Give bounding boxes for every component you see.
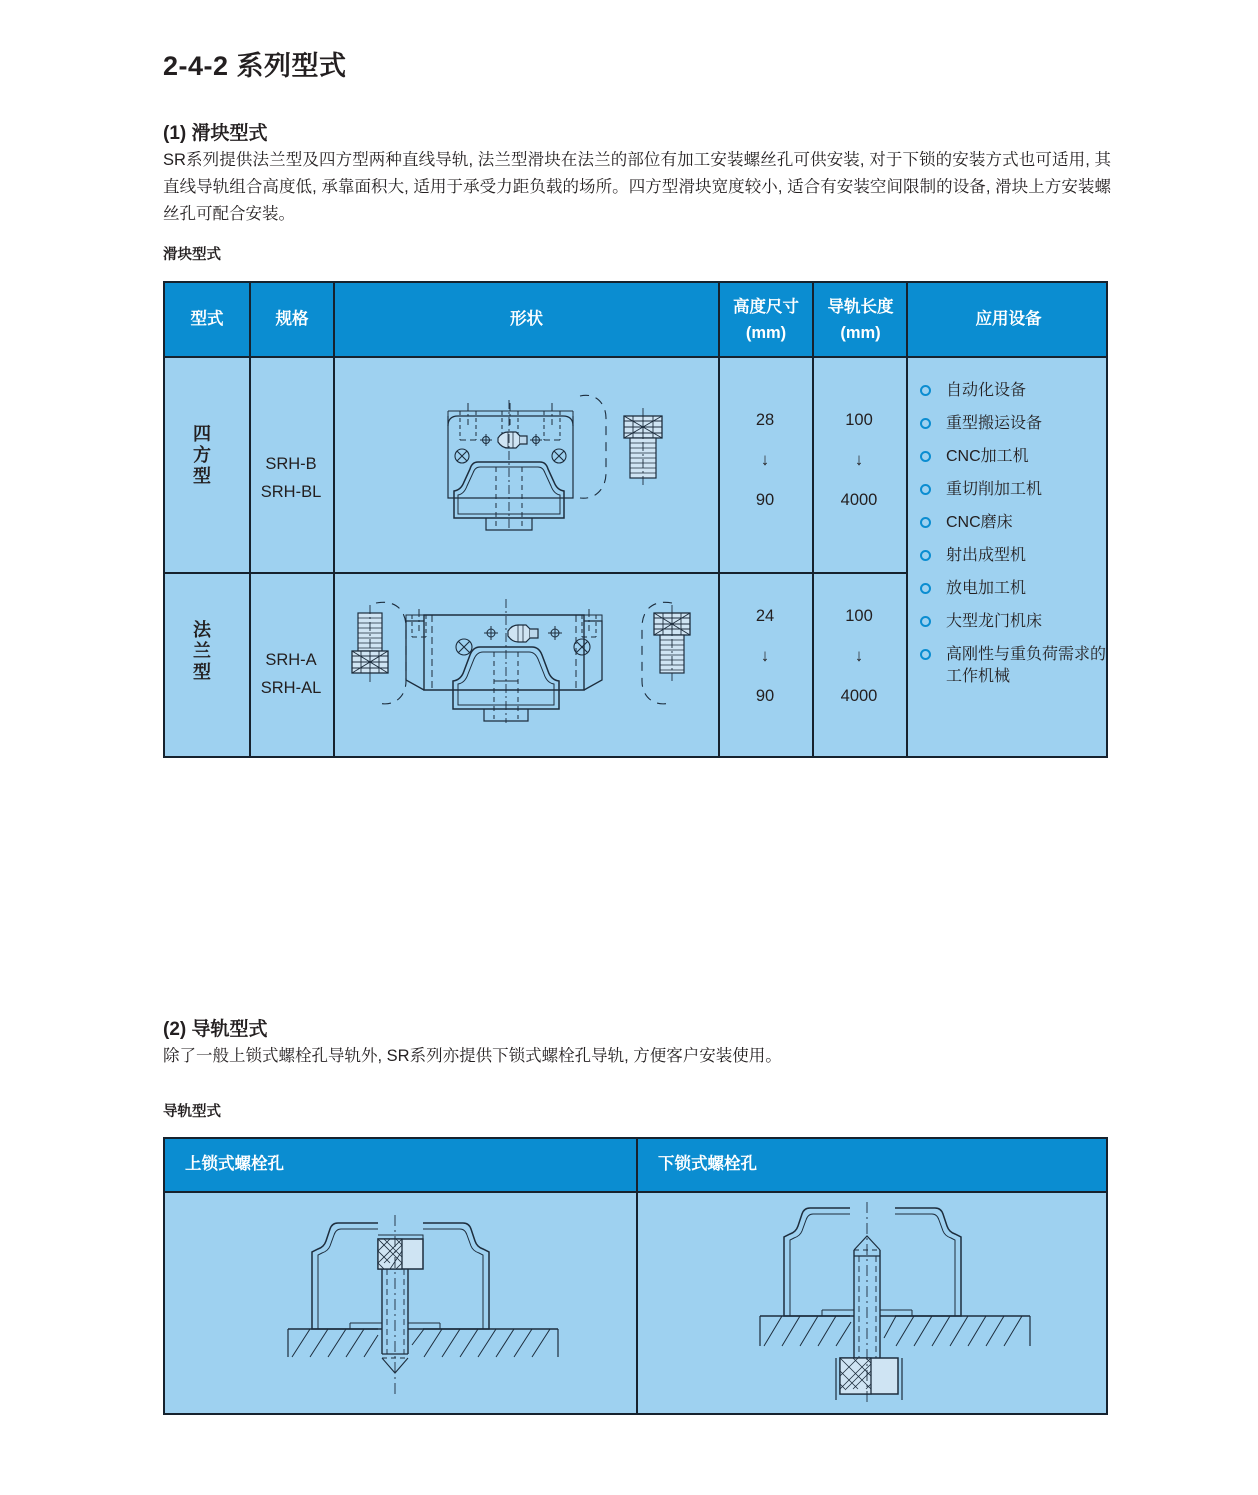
list-item-label: 高刚性与重负荷需求的工作机械 xyxy=(946,646,1107,685)
header-spec: 规格 xyxy=(275,310,309,328)
section-1-paragraph: SR系列提供法兰型及四方型两种直线导轨, 法兰型滑块在法兰的部位有加工安装螺丝孔可供安装, 对于下锁的安装方式也可适用, 其直线导轨组合高度低, 承靠面积大, 适用于承受力距负载的场所。四方型滑块宽度较小, 适合有安装空间限制的设备, 滑块上方安装螺丝孔可配合安装。 xyxy=(163,151,1111,223)
bullet-ring-icon xyxy=(920,484,931,495)
list-item xyxy=(916,512,1106,534)
rail-table-caption: 导轨型式 xyxy=(163,1104,221,1120)
slider-table-caption: 滑块型式 xyxy=(163,247,221,263)
row-2-length-arrow: ↓ xyxy=(854,646,864,665)
header-top-lock: 上锁式螺栓孔 xyxy=(185,1155,284,1173)
list-item xyxy=(916,545,1106,567)
row-divider xyxy=(163,572,908,574)
row-2-type: 法兰型 xyxy=(191,620,211,683)
header-length-line2: (mm) xyxy=(840,324,881,342)
list-item xyxy=(916,413,1106,435)
row-1-spec xyxy=(249,450,333,506)
application-list xyxy=(916,380,1106,699)
col-divider-5 xyxy=(906,281,908,758)
row-2-spec xyxy=(249,646,333,702)
list-item xyxy=(916,446,1106,468)
bottom-lock-bolt-hole-rail-drawing xyxy=(750,1198,1040,1408)
header-type: 型式 xyxy=(190,310,224,328)
header-length-line1: 导轨长度 xyxy=(827,298,894,316)
row-2-height-min: 24 xyxy=(755,607,775,625)
bullet-ring-icon xyxy=(920,385,931,396)
header-application: 应用设备 xyxy=(975,310,1042,328)
row-2-length-max: 4000 xyxy=(840,687,878,705)
list-item-label: 自动化设备 xyxy=(946,382,1027,399)
page-title: 2-4-2 系列型式 xyxy=(163,51,347,81)
list-item xyxy=(916,479,1106,501)
row-1-height-max: 90 xyxy=(755,491,775,509)
row-1-spec-line1: SRH-B xyxy=(265,455,317,473)
list-item-label: 射出成型机 xyxy=(946,547,1027,564)
rail-header-body-divider xyxy=(163,1191,1108,1193)
row-1-length-arrow: ↓ xyxy=(854,450,864,469)
bullet-ring-icon xyxy=(920,616,931,627)
list-item xyxy=(916,380,1106,402)
section-1-heading: (1) 滑块型式 xyxy=(163,123,268,144)
list-item xyxy=(916,578,1106,600)
square-type-slider-drawing xyxy=(430,378,680,543)
row-2-length-min: 100 xyxy=(845,607,873,625)
bullet-ring-icon xyxy=(920,517,931,528)
bullet-ring-icon xyxy=(920,550,931,561)
header-body-divider xyxy=(163,356,1108,358)
row-1-height xyxy=(718,400,812,520)
row-1-height-arrow: ↓ xyxy=(760,450,770,469)
bullet-ring-icon xyxy=(920,451,931,462)
header-height-line1: 高度尺寸 xyxy=(733,298,799,316)
row-2-length xyxy=(812,596,906,716)
list-item-label: 重型搬运设备 xyxy=(946,415,1043,432)
rail-col-divider xyxy=(636,1137,638,1415)
row-2-height xyxy=(718,596,812,716)
row-2-spec-line2: SRH-AL xyxy=(260,679,322,697)
header-height-line2: (mm) xyxy=(745,324,787,342)
list-item xyxy=(916,611,1106,633)
list-item-label: 大型龙门机床 xyxy=(946,613,1043,630)
header-bottom-lock: 下锁式螺栓孔 xyxy=(658,1155,757,1173)
row-1-length-max: 4000 xyxy=(840,491,878,509)
list-item-label: CNC磨床 xyxy=(946,514,1013,531)
row-1-height-min: 28 xyxy=(755,411,775,429)
section-2-paragraph: 除了一般上锁式螺栓孔导轨外, SR系列亦提供下锁式螺栓孔导轨, 方便客户安装使用。 xyxy=(163,1047,782,1065)
list-item-label: 重切削加工机 xyxy=(946,481,1043,498)
row-1-length xyxy=(812,400,906,520)
row-2-height-arrow: ↓ xyxy=(760,646,770,665)
list-item xyxy=(916,644,1106,688)
bullet-ring-icon xyxy=(920,583,931,594)
row-2-spec-line1: SRH-A xyxy=(265,651,317,669)
row-1-length-min: 100 xyxy=(845,411,873,429)
list-item-label: 放电加工机 xyxy=(946,580,1027,597)
section-2-heading: (2) 导轨型式 xyxy=(163,1019,268,1040)
top-lock-bolt-hole-rail-drawing xyxy=(278,1205,568,1405)
bullet-ring-icon xyxy=(920,649,931,660)
list-item-label: CNC加工机 xyxy=(946,448,1029,465)
row-1-spec-line2: SRH-BL xyxy=(260,483,322,501)
flange-type-slider-drawing xyxy=(336,585,716,735)
row-1-type: 四方型 xyxy=(191,424,211,487)
col-divider-2 xyxy=(333,281,335,758)
bullet-ring-icon xyxy=(920,418,931,429)
header-shape: 形状 xyxy=(510,310,543,328)
row-2-height-max: 90 xyxy=(755,687,775,705)
